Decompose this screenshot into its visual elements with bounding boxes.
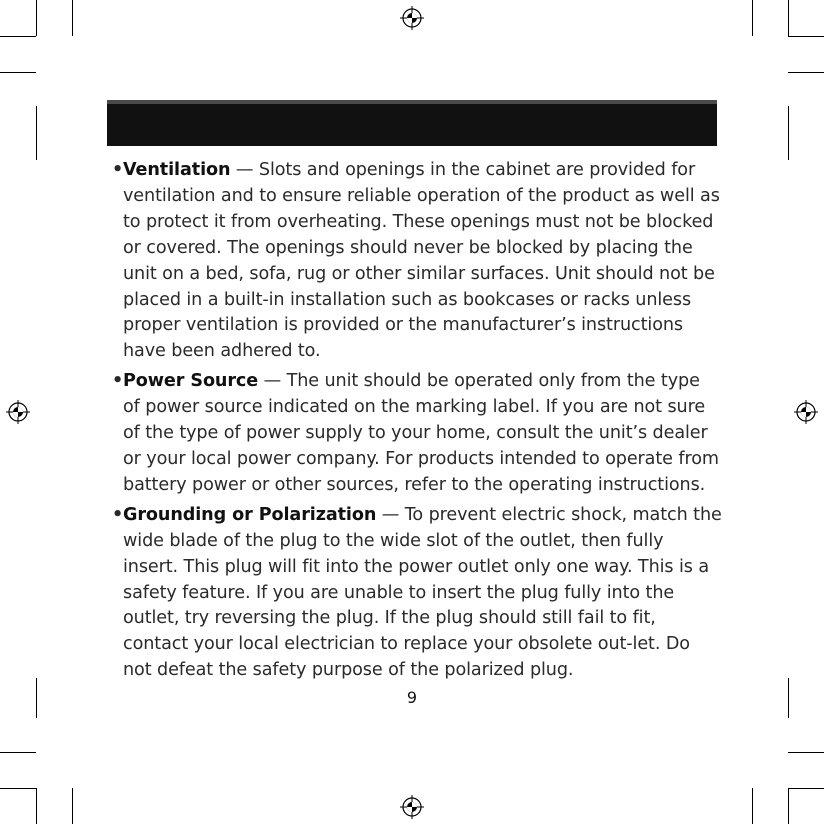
crop-mark-top-left-h [0, 72, 36, 73]
crop-mark-top-left-v [36, 0, 37, 36]
section-grounding [110, 503, 722, 684]
crop-mark-left-upper [36, 106, 37, 160]
section-term: Power Source [123, 371, 259, 392]
crop-mark-top-left-h2 [0, 36, 36, 37]
crop-mark-top-left-v2 [72, 0, 73, 36]
bullet: • [112, 504, 124, 525]
page-number: 9 [406, 688, 418, 707]
crop-mark-bottom-right-h [788, 752, 824, 753]
section-term: Grounding or Polarization [123, 504, 377, 525]
crop-mark-bottom-left-h2 [0, 788, 36, 789]
bullet: • [112, 371, 124, 392]
crop-mark-top-right-h [788, 36, 824, 37]
crop-mark-bottom-right-v2 [788, 788, 789, 824]
safety-instructions [110, 158, 722, 688]
crop-mark-bottom-left-h [0, 752, 36, 753]
crop-mark-bottom-right-v [752, 788, 753, 824]
crop-mark-bottom-left-v2 [72, 788, 73, 824]
crop-mark-top-right-v [752, 0, 753, 36]
registration-mark-bottom-icon [400, 795, 424, 819]
section-text: — The unit should be operated only from the type of power source indicated on the marking label. If you are not sure of the type of power supply to your home, consult the unit’s dealer or your local power company. For products intended to operate from battery power or other sources, refer to the operating instructions. [123, 371, 719, 495]
registration-mark-top-icon [400, 6, 424, 30]
section-text: — To prevent electric shock, match the wide blade of the plug to the wide slot of the outlet, then fully insert. This plug will fit into the power outlet only one way. This is a safety feature. If you are unable to insert the plug fully into the outlet, try reversing the plug. If the plug should still fail to fit, contact your local electrician to replace your obsolete out-let. Do not defeat the safety purpose of the polarized plug. [123, 504, 722, 681]
crop-mark-bottom-left-v [36, 788, 37, 824]
header-bar [107, 100, 717, 146]
crop-mark-bottom-right-h2 [788, 788, 824, 789]
section-term: Ventilation [123, 160, 231, 180]
bullet: • [112, 160, 124, 180]
registration-mark-left-icon [6, 400, 30, 424]
registration-mark-right-icon [794, 400, 818, 424]
crop-mark-top-right-h2 [788, 72, 824, 73]
section-power-source [110, 369, 722, 499]
section-ventilation [110, 158, 722, 365]
crop-mark-top-right-v2 [788, 0, 789, 36]
crop-mark-right-upper [788, 106, 789, 160]
section-text: — Slots and openings in the cabinet are provided for ventilation and to ensure reliable operation of the product as well as to protect it from overheating. These openings must not be blocked or covered. The openings should never be blocked by placing the unit on a bed, sofa, rug or other similar surfaces. Unit should not be placed in a built-in installation such as bookcases or racks unless proper ventilation is provided or the manufacturer’s instructions have been adhered to. [123, 160, 720, 362]
